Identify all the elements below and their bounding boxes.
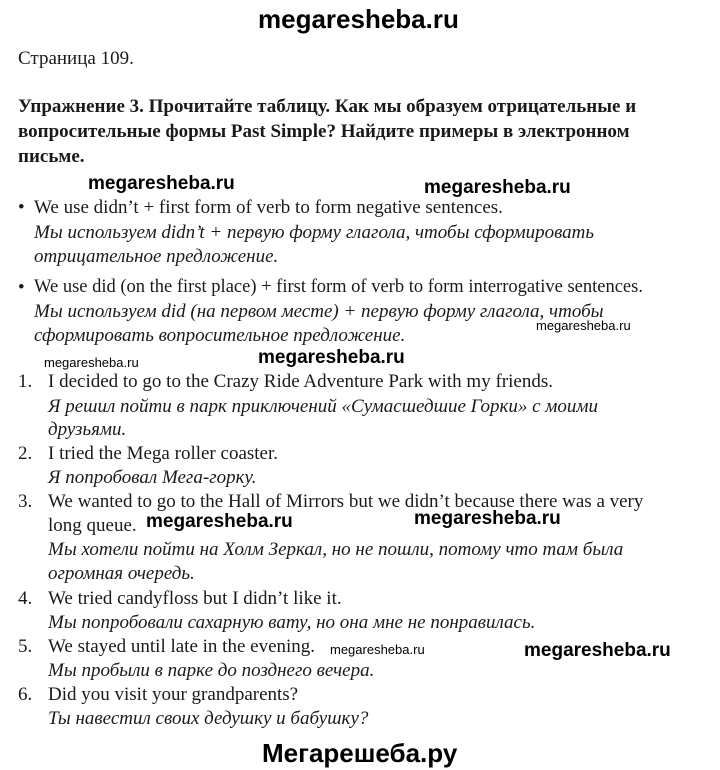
item-1-ru-line-2: друзьями. bbox=[48, 419, 127, 440]
watermark: megaresheba.ru bbox=[414, 508, 561, 529]
item-number: 6. bbox=[18, 684, 33, 705]
item-4-ru: Мы попробовали сахарную вату, но она мне не понравилась. bbox=[48, 612, 536, 633]
item-number: 2. bbox=[18, 443, 33, 464]
item-number: 5. bbox=[18, 636, 33, 657]
watermark: megaresheba.ru bbox=[424, 177, 571, 198]
item-6-en: Did you visit your grandparents? bbox=[48, 684, 299, 705]
watermark: megaresheba.ru bbox=[258, 347, 405, 368]
item-number: 1. bbox=[18, 371, 33, 392]
exercise-title-line-1: Упражнение 3. Прочитайте таблицу. Как мы образуем отрицательные и bbox=[18, 96, 637, 117]
watermark: megaresheba.ru bbox=[330, 642, 425, 657]
exercise-title-line-2: вопросительные формы Past Simple? Найдите примеры в электронном bbox=[18, 121, 630, 142]
watermark-top: megaresheba.ru bbox=[258, 4, 459, 34]
page-label: Страница 109. bbox=[18, 48, 134, 69]
bullet-1-ru-line-2: отрицательное предложение. bbox=[34, 246, 279, 267]
watermark: megaresheba.ru bbox=[88, 173, 235, 194]
bullet-1-en: We use didn’t + first form of verb to form negative sentences. bbox=[34, 197, 503, 218]
bullet-marker: • bbox=[18, 197, 25, 218]
item-6-ru: Ты навестил своих дедушку и бабушку? bbox=[48, 708, 369, 729]
item-4-en: We tried candyfloss but I didn’t like it. bbox=[48, 588, 342, 609]
item-3-en-line-2: long queue. bbox=[48, 515, 137, 536]
bullet-marker: • bbox=[18, 277, 25, 298]
item-3-ru-line-1: Мы хотели пойти на Холм Зеркал, но не пошли, потому что там была bbox=[48, 539, 624, 560]
watermark: megaresheba.ru bbox=[524, 640, 671, 661]
watermark: megaresheba.ru bbox=[146, 511, 293, 532]
item-5-ru: Мы пробыли в парке до позднего вечера. bbox=[48, 660, 375, 681]
exercise-title-line-3: письме. bbox=[18, 146, 85, 167]
bullet-1-ru-line-1: Мы используем didn’t + первую форму глагола, чтобы сформировать bbox=[34, 222, 595, 243]
bullet-2-en: We use did (on the first place) + first form of verb to form interrogative sentences. bbox=[34, 277, 643, 297]
item-number: 3. bbox=[18, 491, 33, 512]
item-1-ru-line-1: Я решил пойти в парк приключений «Сумасшедшие Горки» с моими bbox=[48, 396, 599, 417]
watermark: megaresheba.ru bbox=[536, 318, 631, 333]
item-1-en: I decided to go to the Crazy Ride Adventure Park with my friends. bbox=[48, 371, 553, 392]
bullet-2-ru-line-2: сформировать вопросительное предложение. bbox=[34, 325, 406, 346]
watermark-bottom: Мегарешеба.ру bbox=[262, 738, 458, 768]
item-2-en: I tried the Mega roller coaster. bbox=[48, 443, 279, 464]
item-3-en-line-1: We wanted to go to the Hall of Mirrors but we didn’t because there was a very bbox=[48, 491, 644, 512]
item-3-ru-line-2: огромная очередь. bbox=[48, 563, 195, 584]
item-5-en: We stayed until late in the evening. bbox=[48, 636, 316, 657]
item-number: 4. bbox=[18, 588, 33, 609]
item-2-ru: Я попробовал Мега-горку. bbox=[48, 467, 257, 488]
watermark: megaresheba.ru bbox=[44, 355, 139, 370]
bullet-2-ru-line-1: Мы используем did (на первом месте) + первую форму глагола, чтобы bbox=[34, 301, 604, 322]
